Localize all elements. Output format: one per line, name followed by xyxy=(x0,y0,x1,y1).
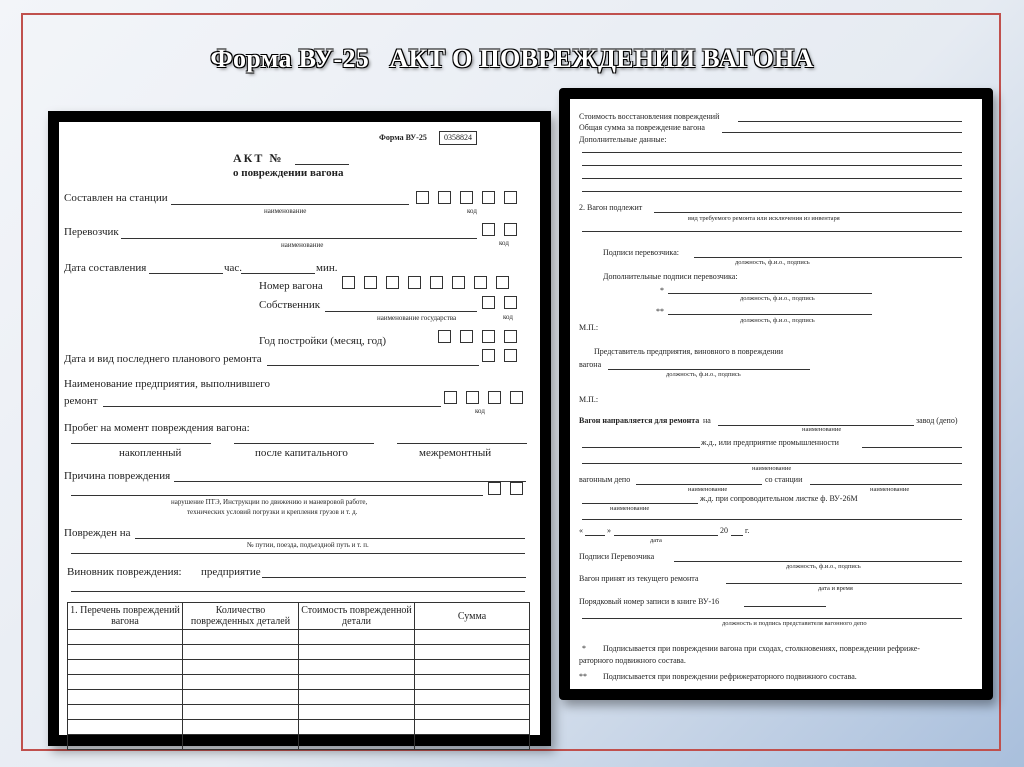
form-label: Форма ВУ-25 xyxy=(379,133,427,142)
hour-line xyxy=(241,273,315,274)
table-header: Стоимость поврежденной детали xyxy=(299,603,415,630)
year-line xyxy=(731,535,743,536)
build-year-label: Год постройки (месяц, год) xyxy=(259,335,387,347)
damaged-at-line xyxy=(135,538,525,539)
culprit-label: Виновник повреждения: xyxy=(67,566,182,578)
last-repair-line xyxy=(267,365,479,366)
additional-line xyxy=(582,152,962,153)
sent-repair-to: на xyxy=(703,416,711,425)
received-line xyxy=(726,583,962,584)
table-row xyxy=(68,645,530,660)
code-box xyxy=(482,223,495,236)
table-row xyxy=(68,630,530,645)
restore-cost-line xyxy=(738,121,962,122)
wagon-number-box xyxy=(474,276,487,289)
year-box xyxy=(482,330,495,343)
table-header: Количество поврежденных деталей xyxy=(183,603,299,630)
culprit-line xyxy=(262,577,526,578)
enterprise-rep-label-1: Представитель предприятия, виновного в повреждении xyxy=(594,347,784,356)
code-box xyxy=(438,191,451,204)
minute-label: мин. xyxy=(316,262,338,274)
rep-line xyxy=(582,618,962,619)
carrier-signature-sub-2: должность, ф.и.о., подпись xyxy=(786,563,861,570)
wagon-number-box xyxy=(364,276,377,289)
station-label: Составлен на станции xyxy=(64,192,168,204)
year-prefix: 20 xyxy=(720,526,728,535)
additional-line xyxy=(582,165,962,166)
additional-signature-line-1 xyxy=(668,293,872,294)
code-box xyxy=(444,391,457,404)
code-box xyxy=(488,391,501,404)
table-row xyxy=(68,705,530,720)
act-title: АКТ № xyxy=(233,151,284,165)
plant-depot: завод (депо) xyxy=(916,416,958,425)
wagon-subject-label: 2. Вагон подлежит xyxy=(579,203,643,212)
carrier-name-sub: наименование xyxy=(281,241,324,249)
owner-label: Собственник xyxy=(259,299,321,311)
book-entry-label: Порядковый номер записи в книге ВУ-16 xyxy=(579,597,720,606)
carrier-signatures-label: Подписи перевозчика: xyxy=(603,248,679,257)
owner-code-sub: код xyxy=(503,313,513,321)
mileage-line-2 xyxy=(234,443,374,444)
year-box xyxy=(438,330,451,343)
date-line xyxy=(149,273,223,274)
code-box xyxy=(482,191,495,204)
repair-box xyxy=(504,349,517,362)
year-box xyxy=(504,330,517,343)
date-quote-open: « xyxy=(579,526,583,535)
table-row xyxy=(68,735,530,750)
damaged-at-label: Поврежден на xyxy=(64,527,131,539)
wagon-number-box xyxy=(342,276,355,289)
depot-label: вагонным депо xyxy=(579,475,631,484)
station-label: со станции xyxy=(765,475,803,484)
total-damage-line xyxy=(722,132,962,133)
mileage-line-3 xyxy=(397,443,527,444)
damaged-at-line-2 xyxy=(71,553,525,554)
station-line xyxy=(810,484,962,485)
form-page-back xyxy=(559,88,993,700)
footnote-2-star: ** xyxy=(579,672,587,681)
cause-box xyxy=(510,482,523,495)
carrier-label: Перевозчик xyxy=(64,226,119,238)
additional-data-label: Дополнительные данные: xyxy=(579,135,667,144)
owner-state-sub: наименование государства xyxy=(377,314,457,322)
enterprise-rep-label-2: вагона xyxy=(579,360,602,369)
act-subtitle: о повреждении вагона xyxy=(233,167,344,179)
station-name-sub: наименование xyxy=(870,486,910,493)
mileage-line-1 xyxy=(71,443,211,444)
date-quote-close: » xyxy=(607,526,611,535)
date-label: Дата составления xyxy=(64,262,147,274)
date-day-line xyxy=(585,535,605,536)
book-entry-line xyxy=(744,606,826,607)
slide-title-form: Форма ВУ-25 xyxy=(210,44,370,73)
cause-box xyxy=(488,482,501,495)
table-row xyxy=(68,690,530,705)
footnote-1-star: * xyxy=(582,644,586,653)
wagon-number-box xyxy=(496,276,509,289)
restore-cost-label: Стоимость восстановления повреждений xyxy=(579,112,720,121)
railway-sheet-line xyxy=(582,503,698,504)
table-row xyxy=(68,675,530,690)
repair-box xyxy=(482,349,495,362)
railway-sheet-label: ж.д. при сопроводительном листке ф. ВУ-26М xyxy=(700,494,858,503)
mp-stamp-1: М.П.: xyxy=(579,323,599,332)
wagon-subject-line xyxy=(654,212,962,213)
date-month-line xyxy=(614,535,718,536)
mileage-interrepair: межремонтный xyxy=(419,447,492,459)
wagon-number-box xyxy=(386,276,399,289)
damage-cause-sub-1: нарушение ПТЭ, Инструкции по движению и маневровой работе, xyxy=(171,498,368,506)
sent-repair-name-sub: наименование xyxy=(802,426,842,433)
code-box xyxy=(504,296,517,309)
table-header: Сумма xyxy=(415,603,530,630)
station-name-sub: наименование xyxy=(264,207,307,215)
mileage-label: Пробег на момент повреждения вагона: xyxy=(64,422,250,434)
railway-label: ж.д., или предприятие промышленности xyxy=(701,438,839,447)
carrier-signatures-label-2: Подписи Перевозчика xyxy=(579,552,655,561)
code-box xyxy=(504,191,517,204)
code-box xyxy=(504,223,517,236)
owner-line xyxy=(325,311,477,312)
enterprise-rep-line xyxy=(608,369,810,370)
additional-signatures-label: Дополнительные подписи перевозчика: xyxy=(603,272,738,281)
carrier-signature-sub: должность, ф.и.о., подпись xyxy=(735,259,810,266)
damage-cause-line-2 xyxy=(71,495,483,496)
year-box xyxy=(460,330,473,343)
table-row xyxy=(68,720,530,735)
wagon-number-label: Номер вагона xyxy=(259,280,323,292)
code-box xyxy=(460,191,473,204)
railway-sheet-line-2 xyxy=(582,519,962,520)
code-box xyxy=(510,391,523,404)
code-box xyxy=(466,391,479,404)
rep-position-sub: должность и подпись представителя вагонного депо xyxy=(722,620,867,627)
table-header-row xyxy=(68,603,530,630)
carrier-line xyxy=(121,238,477,239)
enterprise-code-sub: код xyxy=(475,407,485,415)
footnote-2: Подписывается при повреждении рефрижераторного подвижного состава. xyxy=(603,672,857,681)
depot-line xyxy=(636,484,762,485)
code-box xyxy=(482,296,495,309)
carrier-signature-line xyxy=(694,257,962,258)
wagon-number-box xyxy=(430,276,443,289)
enterprise-line xyxy=(103,406,441,407)
last-repair-label: Дата и вид последнего планового ремонта xyxy=(64,353,262,365)
damage-cause-line-1 xyxy=(174,481,526,482)
railway-line-3 xyxy=(582,463,962,464)
code-box xyxy=(416,191,429,204)
depot-name-sub: наименование xyxy=(688,486,728,493)
footnote-1-line-a: Подписывается при повреждении вагона при сходах, столкновениях, повреждении рефриже- xyxy=(603,644,920,653)
slide-title-act: АКТ О ПОВРЕЖДЕНИИ ВАГОНА xyxy=(389,44,814,73)
railway-sheet-sub: наименование xyxy=(610,505,650,512)
culprit-enterprise: предприятие xyxy=(201,566,261,578)
railway-line-2 xyxy=(862,447,962,448)
damage-cause-sub-2: технических условий погрузки и крепления грузов и т. д. xyxy=(187,508,358,516)
culprit-line-2 xyxy=(71,591,525,592)
additional-signature-sub-2: должность, ф.и.о., подпись xyxy=(740,317,815,324)
slide-title xyxy=(0,44,1024,74)
damaged-at-sub: № путии, поезда, подъездной путь и т. п. xyxy=(247,541,369,549)
received-label: Вагон принят из текущего ремонта xyxy=(579,574,699,583)
form-number: 0358824 xyxy=(439,131,477,145)
damage-cause-label: Причина повреждения xyxy=(64,470,171,482)
total-damage-label: Общая сумма за повреждение вагона xyxy=(579,123,705,132)
wagon-number-box xyxy=(408,276,421,289)
date-sub: дата xyxy=(650,537,662,544)
table-row xyxy=(68,660,530,675)
station-line xyxy=(171,204,409,205)
additional-signature-line-2 xyxy=(668,314,872,315)
year-suffix: г. xyxy=(745,526,750,535)
enterprise-label-2: ремонт xyxy=(64,395,98,407)
form-page-front xyxy=(48,111,551,746)
enterprise-rep-sub: должность, ф.и.о., подпись xyxy=(666,371,741,378)
railway-line xyxy=(582,447,700,448)
mp-stamp-2: М.П.: xyxy=(579,395,599,404)
act-number-line xyxy=(295,164,349,165)
sent-repair-label: Вагон направляется для ремонта xyxy=(579,416,700,425)
star-2: ** xyxy=(656,307,664,316)
received-sub: дата и время xyxy=(818,585,853,592)
footnote-1-line-b: раторного подвижного состава. xyxy=(579,656,686,665)
carrier-signature-line-2 xyxy=(674,561,962,562)
station-code-sub: код xyxy=(467,207,477,215)
star-1: * xyxy=(660,286,664,295)
mileage-cumulative: накопленный xyxy=(119,447,182,459)
railway-name-sub: наименование xyxy=(752,465,792,472)
damage-table xyxy=(67,602,530,750)
wagon-number-box xyxy=(452,276,465,289)
table-header: 1. Перечень повреждений вагона xyxy=(68,603,183,630)
enterprise-label-1: Наименование предприятия, выполнившего xyxy=(64,378,270,390)
carrier-code-sub: код xyxy=(499,239,509,247)
mileage-after-capital: после капитального xyxy=(255,447,348,459)
additional-line xyxy=(582,191,962,192)
wagon-subject-sub: вид требуемого ремонта или исключения из инвентаря xyxy=(688,215,840,222)
additional-line xyxy=(582,178,962,179)
additional-signature-sub-1: должность, ф.и.о., подпись xyxy=(740,295,815,302)
wagon-subject-line-2 xyxy=(582,231,962,232)
hour-label: час. xyxy=(224,262,243,274)
